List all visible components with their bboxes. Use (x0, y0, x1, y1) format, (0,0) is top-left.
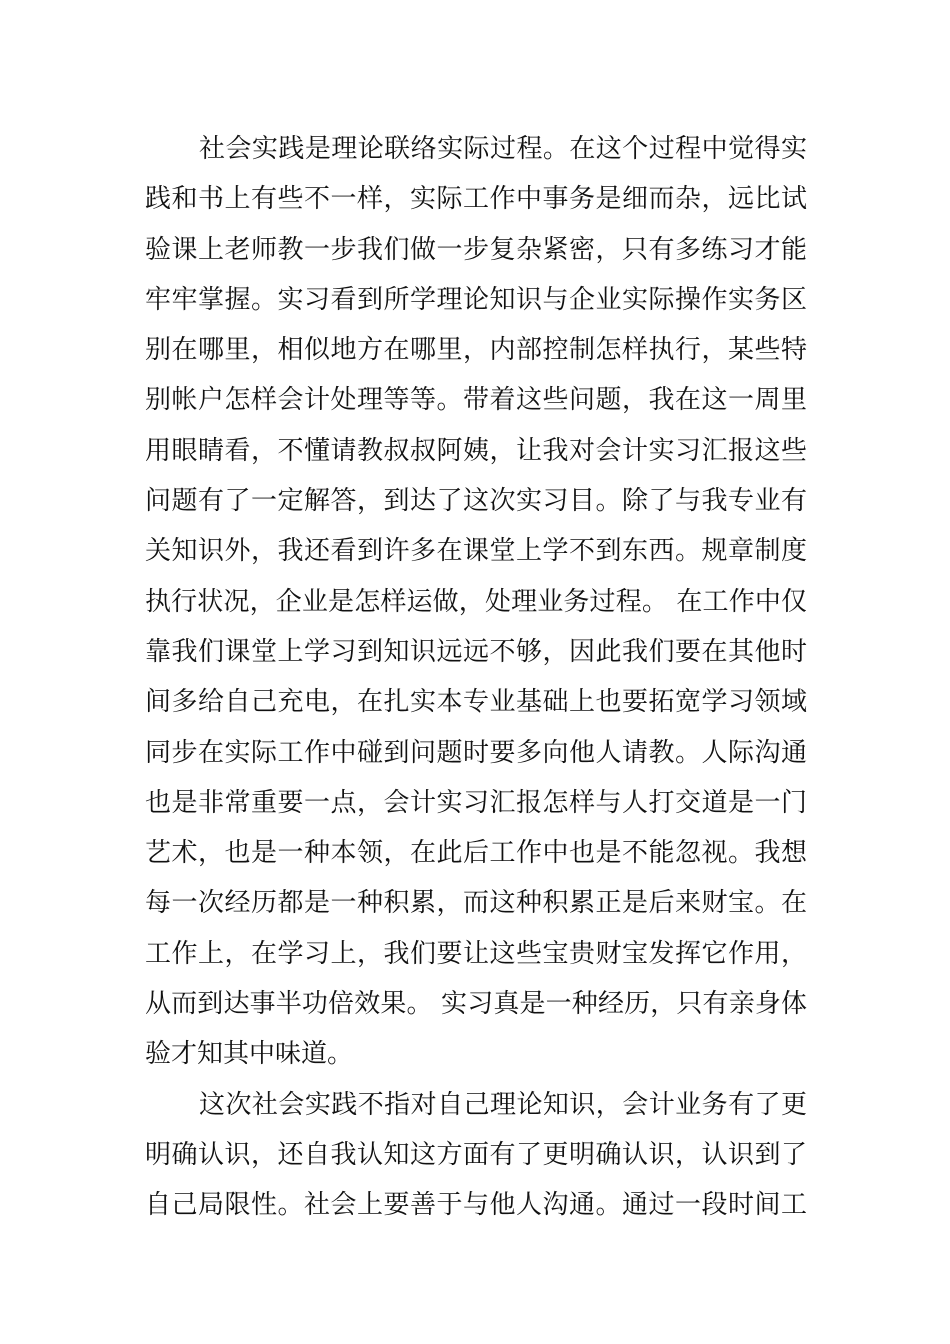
text-line: 用眼睛看，不懂请教叔叔阿姨，让我对会计实习汇报这些 (145, 435, 807, 466)
text-line: 同步在实际工作中碰到问题时要多向他人请教。人际沟通 (145, 737, 807, 768)
text-line: 验课上老师教一步我们做一步复杂紧密，只有多练习才能 (145, 234, 807, 265)
text-line: 社会实践是理论联络实际过程。在这个过程中觉得实 (199, 134, 807, 164)
text-line: 艺术，也是一种本领，在此后工作中也是不能忽视。我想 (145, 838, 807, 869)
text-line: 工作上，在学习上，我们要让这些宝贵财宝发挥它作用， (145, 938, 807, 969)
text-line: 也是非常重要一点，会计实习汇报怎样与人打交道是一门 (145, 787, 807, 818)
text-line: 牢牢掌握。实习看到所学理论知识与企业实际操作实务区 (145, 284, 807, 315)
text-line: 从而到达事半功倍效果。 实习真是一种经历，只有亲身体 (145, 989, 807, 1020)
text-line: 靠我们课堂上学习到知识远远不够，因此我们要在其他时 (145, 636, 807, 667)
text-line: 践和书上有些不一样，实际工作中事务是细而杂，远比试 (145, 184, 807, 215)
text-line: 间多给自己充电，在扎实本专业基础上也要拓宽学习领域 (145, 687, 807, 718)
body-text (145, 124, 807, 1231)
text-line: 执行状况，企业是怎样运做，处理业务过程。 在工作中仅 (145, 586, 807, 617)
text-line: 问题有了一定解答，到达了这次实习目。除了与我专业有 (145, 486, 807, 517)
text-line: 验才知其中味道。 (145, 1039, 354, 1070)
text-line: 每一次经历都是一种积累，而这种积累正是后来财宝。在 (145, 888, 807, 919)
text-line: 自己局限性。社会上要善于与他人沟通。通过一段时间工 (145, 1190, 807, 1221)
text-line: 这次社会实践不指对自己理论知识，会计业务有了更 (199, 1089, 807, 1120)
text-line: 明确认识，还自我认知这方面有了更明确认识，认识到了 (145, 1139, 807, 1170)
text-line: 别在哪里，相似地方在哪里，内部控制怎样执行，某些特 (145, 335, 807, 366)
text-line: 别帐户怎样会计处理等等。带着这些问题，我在这一周里 (145, 385, 807, 416)
text-line: 关知识外，我还看到许多在课堂上学不到东西。规章制度 (145, 536, 807, 567)
